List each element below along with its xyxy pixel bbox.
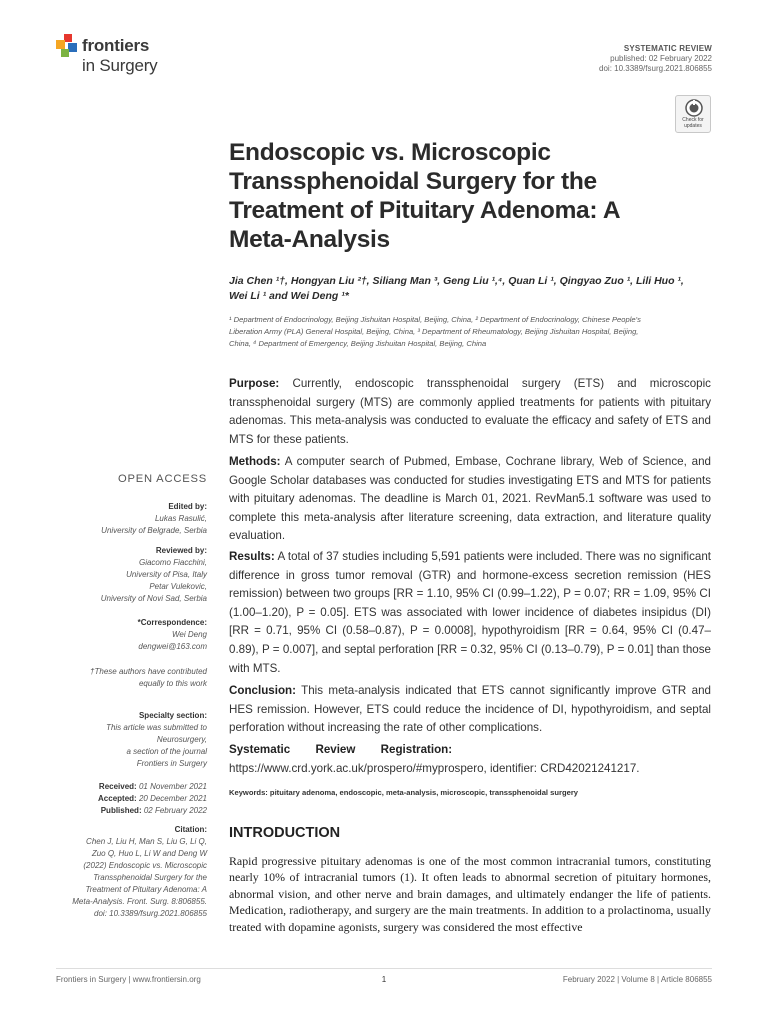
published-label: Published: — [100, 806, 142, 815]
purpose-label: Purpose: — [229, 377, 280, 390]
author-list — [229, 274, 714, 304]
accepted-row — [98, 793, 207, 805]
correspondence — [138, 617, 207, 653]
purpose-text: Currently, endoscopic transsphenoidal surgery (ETS) and microscopic transsphenoidal surgery (MTS) are commonly applied treatments for patients with pituitary adenomas. This meta-analysis was conducted to evaluate the efficacy and safety of ETS and MTS for these patients. — [229, 377, 711, 446]
citation-line1: Chen J, Liu H, Man S, Liu G, Li Q, — [86, 837, 207, 846]
reviewer-2-name: Petar Vulekovic, — [149, 582, 207, 591]
methods-label: Methods: — [229, 455, 281, 468]
specialty-line2: Neurosurgery, — [156, 735, 207, 744]
equal-line2: equally to this work — [138, 679, 207, 688]
received-date: 01 November 2021 — [138, 782, 207, 791]
page-number: 1 — [381, 975, 387, 984]
citation-line4: Transsphenoidal Surgery for the — [93, 873, 207, 882]
published-row — [98, 805, 207, 817]
article-dates — [98, 781, 207, 817]
reviewer-2-affiliation: University of Novi Sad, Serbia — [100, 594, 207, 603]
reviewed-label: Reviewed by: — [155, 546, 207, 555]
frontiers-logo-icon — [56, 34, 80, 58]
footer-journal[interactable]: Frontiers in Surgery | www.frontiersin.org — [56, 975, 201, 984]
citation-line7[interactable]: doi: 10.3389/fsurg.2021.806855 — [94, 909, 207, 918]
journal-name: in Surgery — [82, 56, 158, 75]
specialty-section — [106, 710, 207, 770]
abstract-registration — [229, 741, 711, 778]
check-for-updates-badge[interactable] — [675, 95, 711, 133]
specialty-line4: Frontiers in Surgery — [136, 759, 207, 768]
abstract-methods — [229, 453, 711, 546]
results-text: A total of 37 studies including 5,591 patients were included. There was no significant difference in gross tumor removal (GTR) and hormone-excess secretion remission (HES remission) between two groups [RR = 1.10, 95% CI (0.99–1.22), P = 0.07; RR = 1.09, 95% CI (1.00–1.20), P = 0.05]. ETS was associated with lower incidence of diabetes insipidus (DI) [RR = 0.71, 95% CI (0.58–0.87), P = 0.0008], hypothyroidism [RR = 0.64, 95% CI (0.47–0.89), P = 0.007], and septal perforation [RR = 0.32, 95% CI (0.13–0.79), P = 0.01] than those with MTS. — [229, 550, 711, 675]
conclusion-label: Conclusion: — [229, 684, 296, 697]
citation-line5: Treatment of Pituitary Adenoma: A — [85, 885, 207, 894]
citation-line3: (2022) Endoscopic vs. Microscopic — [83, 861, 207, 870]
reviewer-1-name: Giacomo Fiacchini, — [138, 558, 207, 567]
registration-label: Systematic Review Registration: — [229, 743, 453, 756]
accepted-date: 20 December 2021 — [138, 794, 207, 803]
citation — [72, 824, 207, 920]
edited-by — [101, 501, 207, 537]
registration-link[interactable]: https://www.crd.york.ac.uk/prospero/#myprospero, identifier: CRD42021241217. — [229, 761, 640, 775]
equal-contribution-note — [90, 666, 207, 690]
footer-issue: February 2022 | Volume 8 | Article 806855 — [562, 975, 712, 984]
article-type: SYSTEMATIC REVIEW — [623, 44, 712, 53]
publish-date: published: 02 February 2022 — [610, 54, 712, 63]
affiliation-line1: ¹ Department of Endocrinology, Beijing Jishuitan Hospital, Beijing, China, ² Department of Endocrinology, Chinese People's — [229, 315, 641, 324]
affiliation-line3: China, ⁴ Department of Emergency, Beijing Jishuitan Hospital, Beijing, China — [229, 339, 487, 348]
citation-line2: Zuo Q, Huo L, Li W and Deng W — [91, 849, 207, 858]
results-label: Results: — [229, 550, 275, 563]
conclusion-text: This meta-analysis indicated that ETS cannot significantly improve GTR and HES remission. However, ETS could reduce the incidence of DI, hypothyroidism, and septal perforation without increasing the rate of other complications. — [229, 684, 712, 735]
introduction-heading: INTRODUCTION — [229, 825, 341, 841]
affiliation-line2: Liberation Army (PLA) General Hospital, Beijing, China, ³ Department of Rheumatology, Beijing Jishuitan Hospital, Beijing, — [229, 327, 639, 336]
reviewed-by — [101, 545, 207, 605]
badge-line1: Check for — [682, 117, 704, 123]
received-label: Received: — [98, 782, 137, 791]
journal-logo[interactable] — [56, 32, 176, 80]
correspondence-name: Wei Deng — [172, 630, 207, 639]
abstract-results — [229, 548, 711, 678]
correspondence-label: *Correspondence: — [137, 618, 207, 627]
editor-affiliation: University of Belgrade, Serbia — [101, 526, 207, 535]
page-footer — [56, 968, 712, 984]
article-doi[interactable]: doi: 10.3389/fsurg.2021.806855 — [599, 64, 712, 73]
published-date: 02 February 2022 — [143, 806, 207, 815]
check-updates-icon — [685, 99, 703, 117]
article-meta — [599, 44, 712, 74]
received-row — [98, 781, 207, 793]
equal-line1: †These authors have contributed — [90, 667, 207, 676]
specialty-line1: This article was submitted to — [106, 723, 207, 732]
authors-line1: Jia Chen ¹†, Hongyan Liu ²†, Siliang Man ³, Geng Liu ¹,⁴, Quan Li ¹, Qingyao Zuo ¹, Lili Huo ¹, — [229, 275, 684, 287]
specialty-line3: a section of the journal — [126, 747, 207, 756]
edited-label: Edited by: — [168, 502, 207, 511]
citation-label: Citation: — [174, 825, 207, 834]
editor-name: Lukas Rasulić, — [154, 514, 207, 523]
correspondence-email[interactable]: dengwei@163.com — [138, 642, 207, 651]
article-title: Endoscopic vs. Microscopic Transsphenoidal Surgery for the Treatment of Pituitary Adenoma: A Meta-Analysis — [229, 139, 620, 253]
citation-line6: Meta-Analysis. Front. Surg. 8:806855. — [72, 897, 207, 906]
abstract-purpose — [229, 375, 711, 449]
affiliations — [229, 314, 714, 350]
accepted-label: Accepted: — [98, 794, 137, 803]
introduction-text: Rapid progressive pituitary adenomas is one of the most common intracranial tumors, constituting nearly 10% of intracranial tumors (1). It often leads to abnormal secretion of pituitary hormones, abnormal vision, and other nerve and brain damages, and ultimately endanger the life of patients. Medication, radiotherapy, and surgery are the main treatments. In addition to a prolactinoma, usually treated with dopamine agonists, surgery was considered the most effective — [229, 854, 711, 934]
keywords: Keywords: pituitary adenoma, endoscopic, meta-analysis, microscopic, transsphenoidal surgery — [229, 788, 578, 797]
open-access-label: OPEN ACCESS — [117, 473, 207, 485]
abstract-conclusion — [229, 682, 711, 738]
journal-brand: frontiers — [82, 36, 150, 55]
methods-text: A computer search of Pubmed, Embase, Cochrane library, Web of Science, and Google Scholar databases was conducted for studies investigating ETS and MTS for patients with pituitary adenomas. The deadline is March 01, 2021. RevMan5.1 software was used to complete this meta-analysis after literature screening, data extraction, and literature quality evaluation. — [229, 455, 712, 543]
reviewer-1-affiliation: University of Pisa, Italy — [126, 570, 207, 579]
specialty-label: Specialty section: — [138, 711, 207, 720]
authors-line2: Wei Li ¹ and Wei Deng ¹* — [229, 290, 349, 302]
badge-line2: updates — [684, 122, 702, 129]
